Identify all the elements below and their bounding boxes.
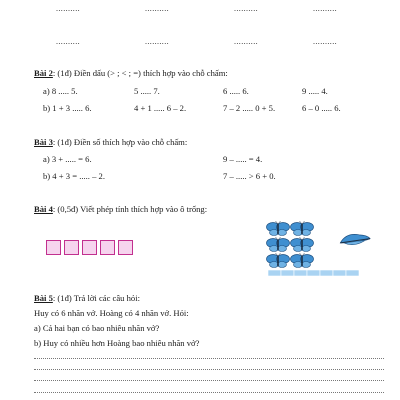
question-a: a) Cả hai bạn có bao nhiêu nhãn vở?	[34, 323, 160, 333]
exercise-2-item: 4 + 1 ..... 6 – 2.	[134, 103, 187, 113]
exercise-3-item: 9 – ..... = 4.	[223, 154, 263, 164]
answer-box[interactable]	[64, 240, 79, 255]
answer-dots: ..........	[234, 4, 258, 13]
flying-butterfly-icon	[339, 231, 371, 247]
butterfly-icon	[267, 221, 290, 236]
exercise-2-item: 9 ..... 4.	[302, 86, 328, 96]
answer-line[interactable]	[34, 380, 384, 381]
exercise-label: Bài 5	[34, 293, 53, 303]
ground-strip	[268, 270, 359, 276]
answer-dots: ..........	[234, 37, 258, 46]
exercise-3-heading	[34, 137, 187, 147]
question-b: b) Huy có nhiều hơn Hoàng bao nhiêu nhãn vở?	[34, 338, 200, 348]
butterfly-icon	[267, 237, 290, 252]
exercise-2-heading	[34, 68, 228, 78]
exercise-3-item: a) 3 + ..... = 6.	[43, 154, 92, 164]
answer-box[interactable]	[46, 240, 61, 255]
exercise-2-item: b) 1 + 3 ..... 6.	[43, 103, 92, 113]
exercise-2-item: 6 – 0 ..... 6.	[302, 103, 341, 113]
answer-dots: ..........	[313, 37, 337, 46]
exercise-title: : (1đ) Điền dấu (> ; < ; =) thích hợp vào chỗ chấm:	[52, 68, 228, 78]
exercise-2-item: 5 ..... 7.	[134, 86, 160, 96]
answer-line[interactable]	[34, 392, 384, 393]
exercise-title: : (1đ) Điền số thích hợp vào chỗ chấm:	[52, 137, 188, 147]
exercise-3-item: 7 – ..... > 6 + 0.	[223, 171, 276, 181]
exercise-3-item: b) 4 + 3 = ..... – 2.	[43, 171, 105, 181]
butterfly-icon	[291, 253, 314, 268]
answer-box[interactable]	[118, 240, 133, 255]
exercise-title: : (1đ) Trả lời các câu hỏi:	[52, 293, 140, 303]
exercise-title: : (0,5đ) Viết phép tính thích hợp vào ô trống:	[52, 204, 208, 214]
answer-box[interactable]	[100, 240, 115, 255]
exercise-label: Bài 4	[34, 204, 53, 214]
butterfly-icon	[291, 237, 314, 252]
answer-dots: ..........	[145, 4, 169, 13]
answer-dots: ..........	[145, 37, 169, 46]
butterfly-illustration	[262, 220, 372, 278]
exercise-4-heading	[34, 204, 207, 214]
answer-line[interactable]	[34, 369, 384, 370]
exercise-2-item: 6 ..... 6.	[223, 86, 249, 96]
answer-box-row	[46, 240, 133, 255]
answer-box[interactable]	[82, 240, 97, 255]
butterfly-icon	[291, 221, 314, 236]
answer-dots: ..........	[56, 4, 80, 13]
exercise-label: Bài 2	[34, 68, 53, 78]
answer-line[interactable]	[34, 358, 384, 359]
problem-intro: Huy có 6 nhãn vở. Hoàng có 4 nhãn vở. Hỏi:	[34, 308, 189, 318]
exercise-5-heading	[34, 293, 140, 303]
exercise-label: Bài 3	[34, 137, 53, 147]
butterfly-icon	[267, 253, 290, 268]
exercise-2-item: a) 8 ..... 5.	[43, 86, 78, 96]
answer-dots: ..........	[313, 4, 337, 13]
exercise-2-item: 7 – 2 ..... 0 + 5.	[223, 103, 276, 113]
answer-dots: ..........	[56, 37, 80, 46]
